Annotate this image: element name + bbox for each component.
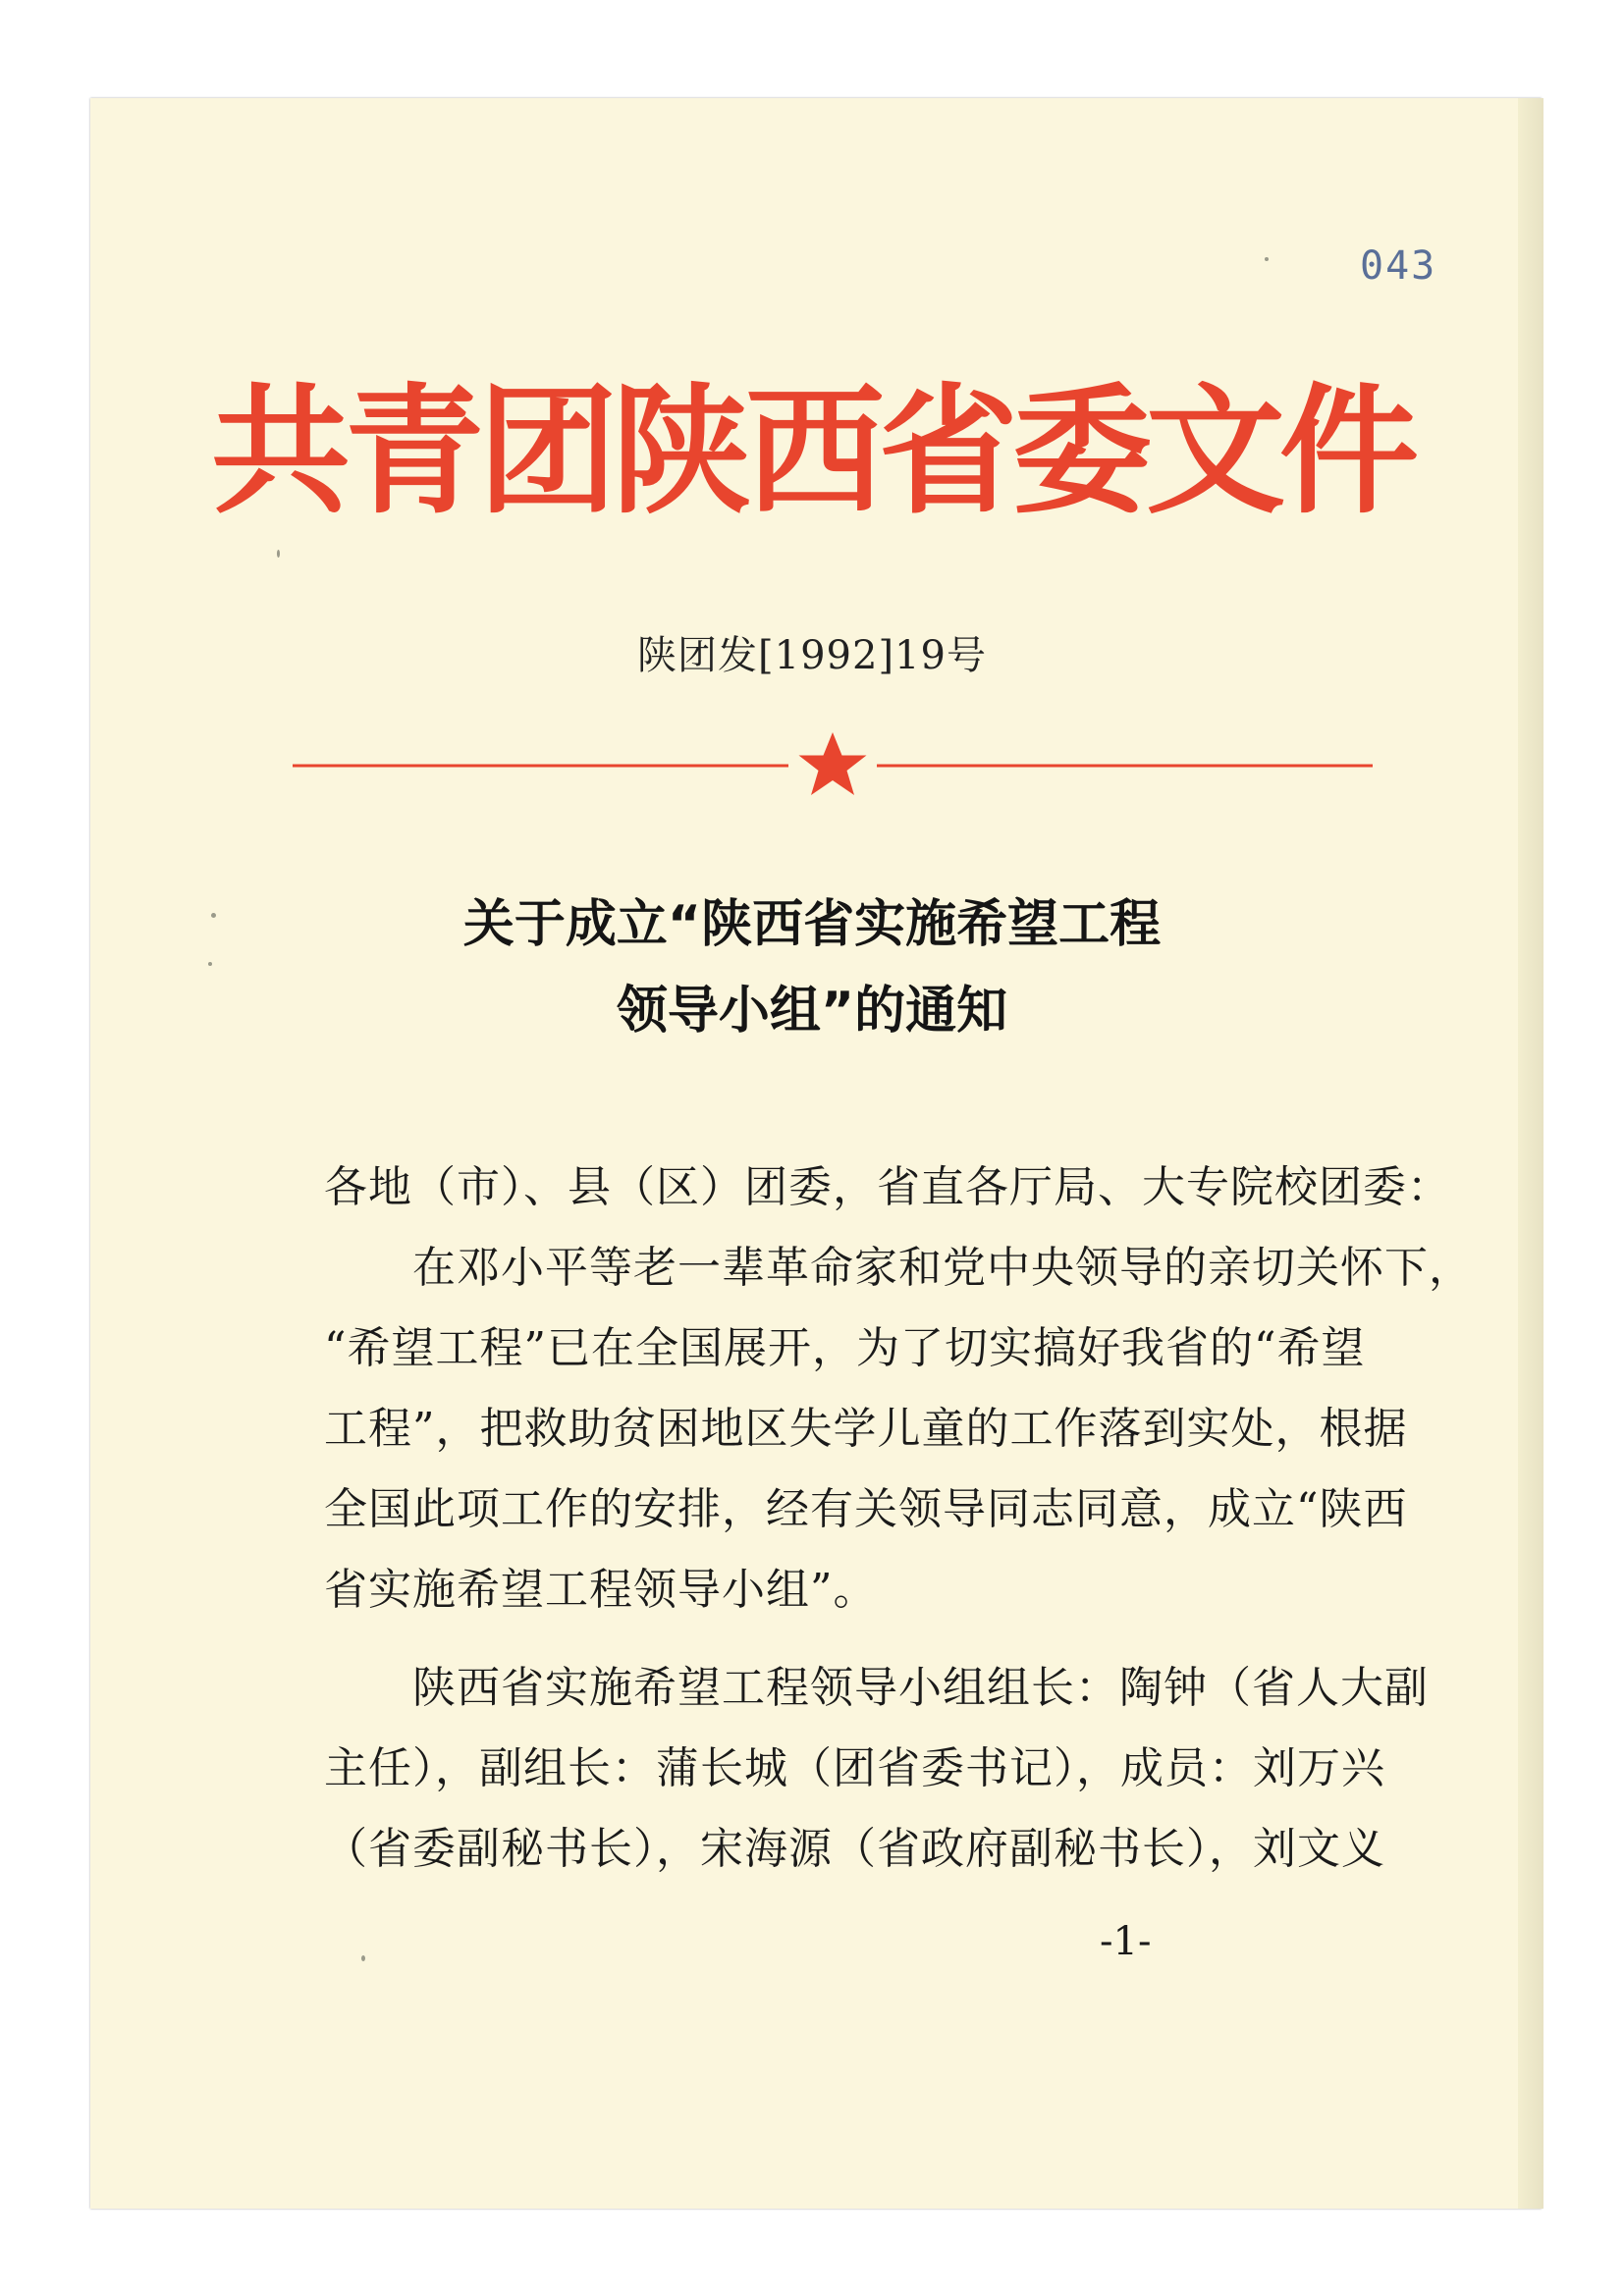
notice-title-line-1: 关于成立“陕西省实施希望工程: [462, 895, 1162, 954]
body-line-6: 省实施希望工程领导小组”。: [324, 1565, 878, 1615]
paper-speck: [211, 913, 216, 918]
archive-number: 043: [1360, 243, 1437, 289]
paper-speck: [1265, 257, 1269, 261]
body-line-4: 工程”，把救助贫困地区失学儿童的工作落到实处，根据: [324, 1404, 1408, 1454]
document-number: 陕团发[1992]19号: [637, 633, 987, 678]
document-masthead: 共青团陕西省委文件: [211, 370, 1413, 533]
body-line-1: 各地（市）、县（区）团委，省直各厅局、大专院校团委：: [324, 1162, 1451, 1212]
body-line-5: 全国此项工作的安排，经有关领导同志同意，成立“陕西: [324, 1484, 1408, 1534]
star-icon: [799, 732, 867, 795]
notice-title-line-2: 领导小组”的通知: [616, 982, 1008, 1041]
page-number: -1-: [1100, 1919, 1152, 1964]
paper-speck: [277, 550, 280, 558]
body-line-9: （省委副秘书长），宋海源（省政府副秘书长），刘文义: [324, 1824, 1385, 1874]
body-line-8: 主任），副组长：蒲长城（团省委书记），成员：刘万兴: [324, 1743, 1385, 1793]
body-line-2: 在邓小平等老一辈革命家和党中央领导的亲切关怀下，: [324, 1243, 1473, 1293]
body-line-3: “希望工程”已在全国展开，为了切实搞好我省的“希望: [324, 1323, 1366, 1373]
paper-speck: [361, 1955, 365, 1961]
body-line-7: 陕西省实施希望工程领导小组组长：陶钟（省人大副: [324, 1663, 1429, 1713]
red-star-divider: [293, 726, 1373, 805]
paper-speck: [208, 962, 212, 966]
